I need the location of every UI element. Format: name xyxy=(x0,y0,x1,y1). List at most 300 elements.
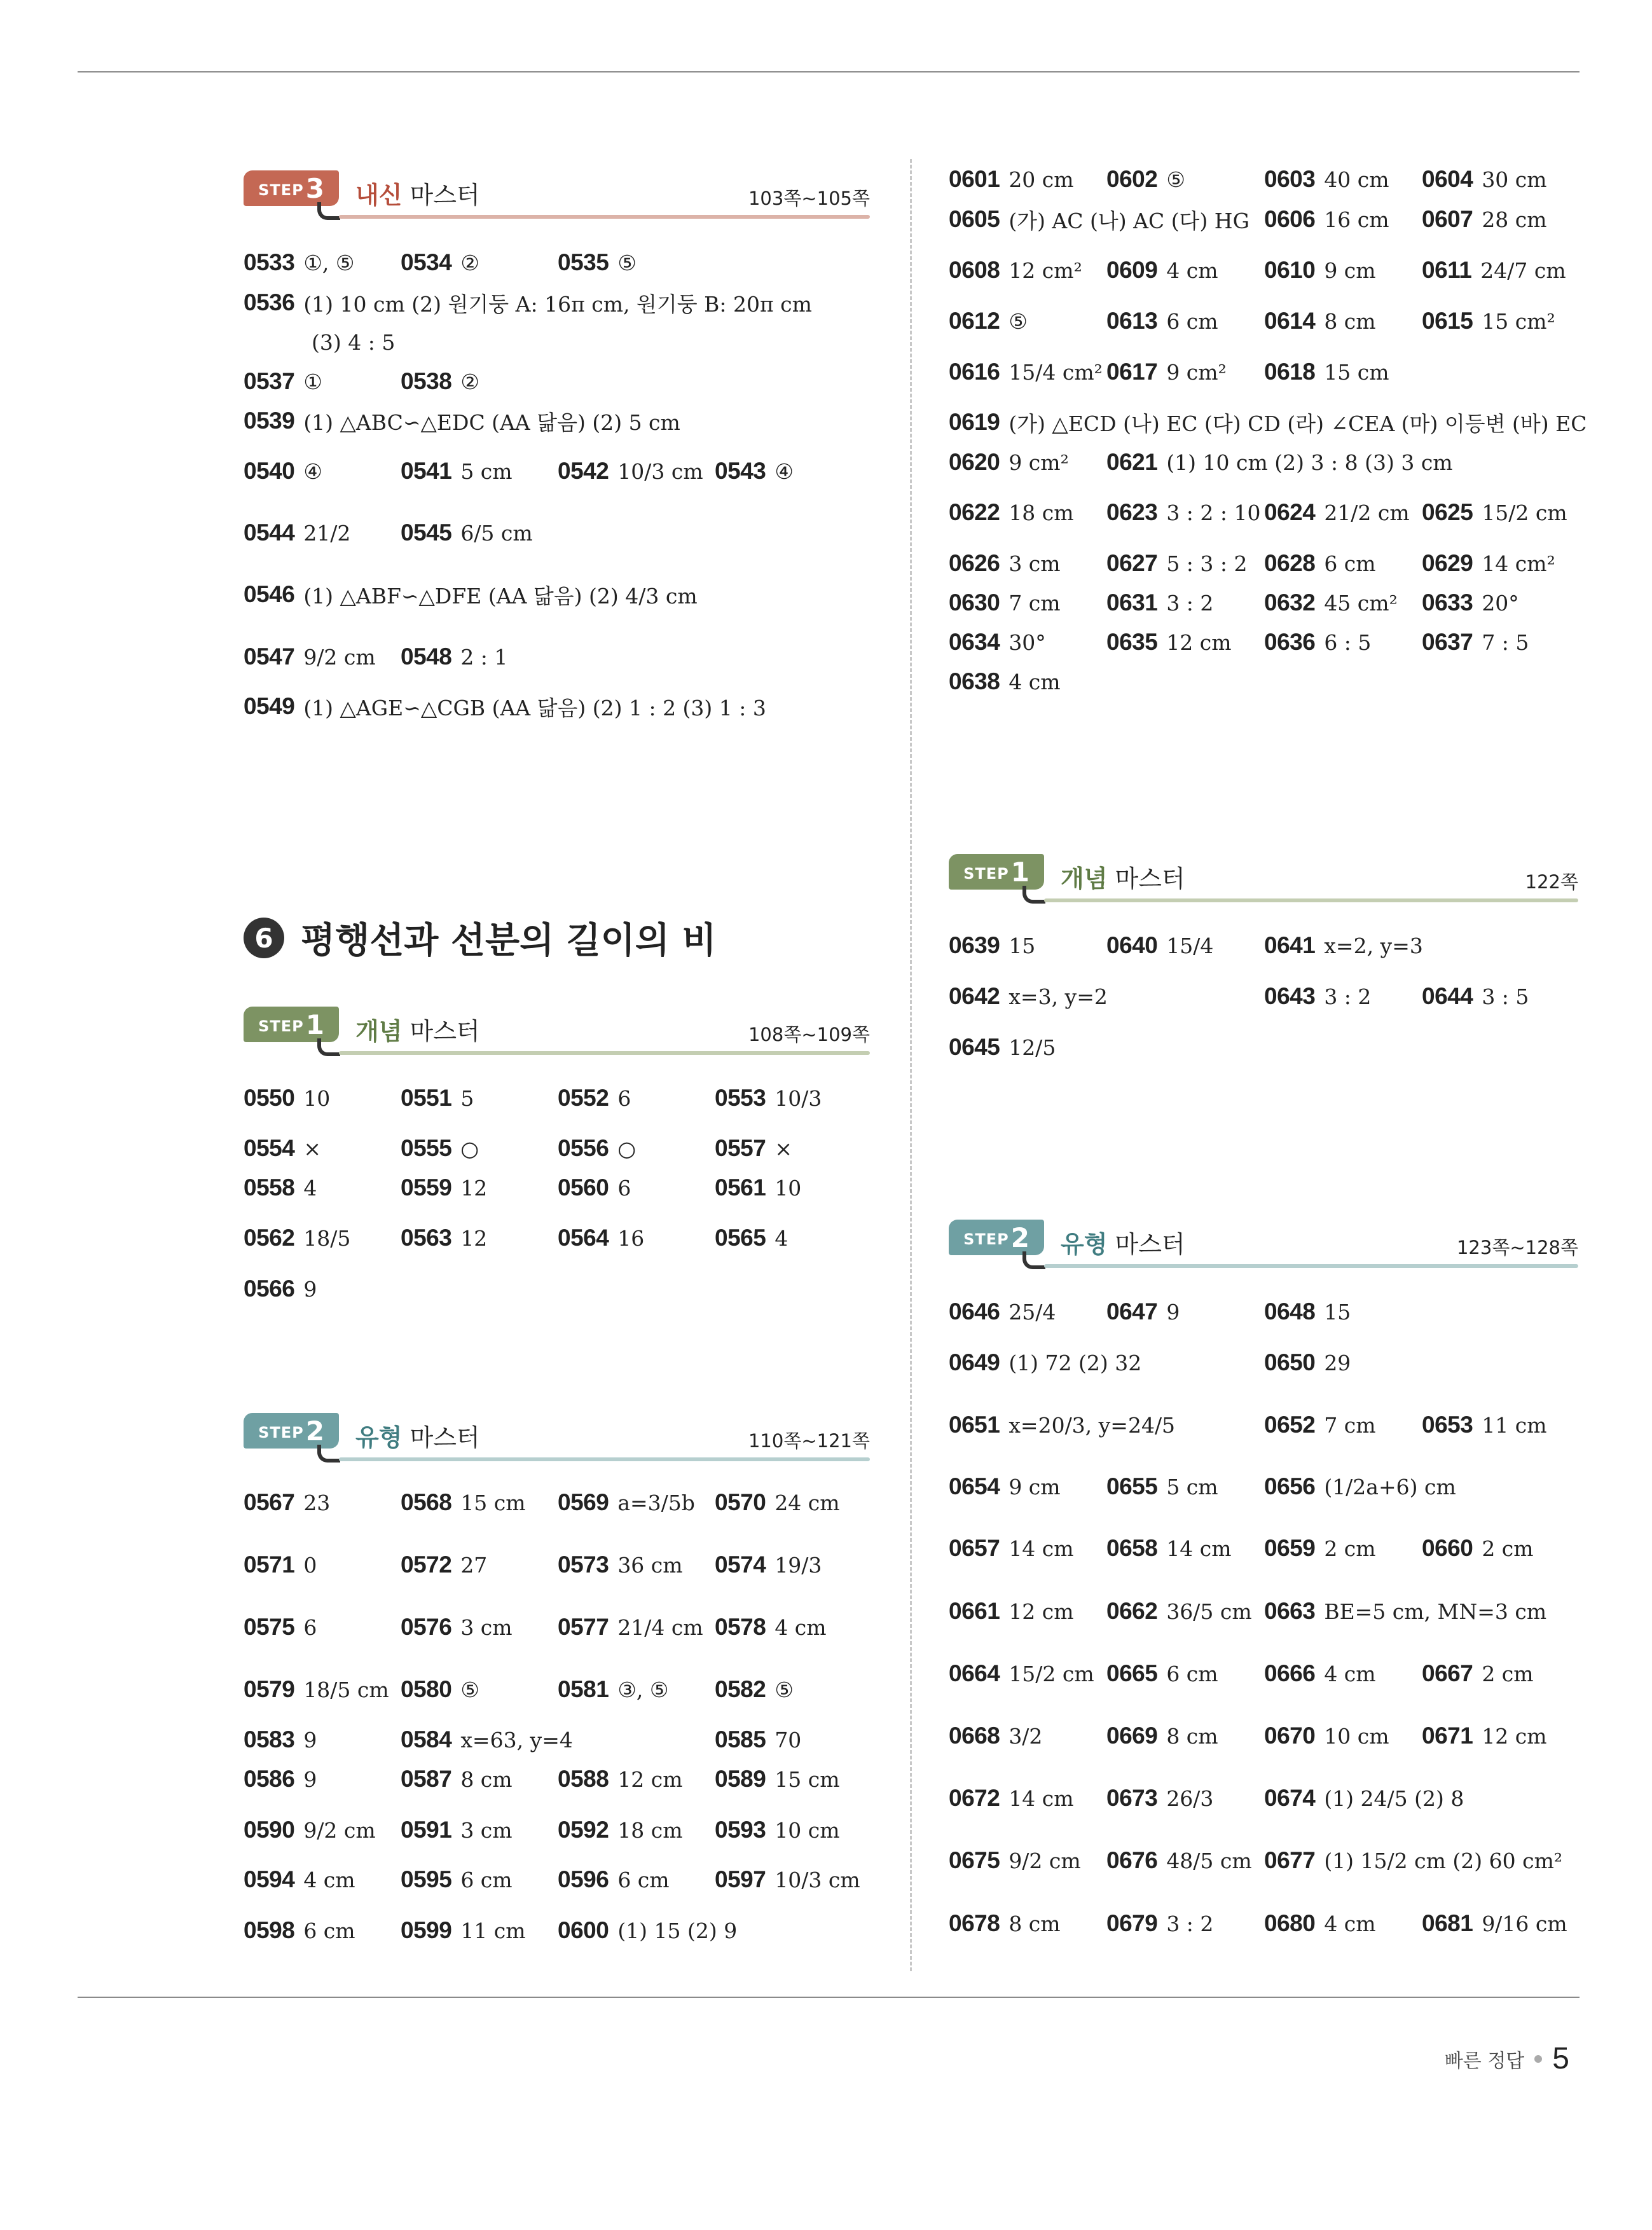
question-number: 0560 xyxy=(558,1174,609,1201)
answer-text: 4 cm xyxy=(1324,1661,1376,1686)
answer-item xyxy=(244,638,376,676)
answer-item xyxy=(715,1760,840,1798)
answer-text: 3 : 2 xyxy=(1166,590,1214,616)
answer-text: 36 cm xyxy=(617,1552,683,1578)
answer-text: (1) △AGE∽△CGB (AA 닮음) (2) 1 : 2 (3) 1 : 3 xyxy=(303,695,766,720)
answer-text: 9/16 cm xyxy=(1482,1911,1567,1936)
answer-text: ①, ⑤ xyxy=(303,250,355,275)
section-title: 개념 마스터 xyxy=(355,1017,480,1045)
answer-item xyxy=(949,544,1061,582)
answer-text: x=2, y=3 xyxy=(1324,933,1423,958)
answer-item xyxy=(401,1721,573,1759)
answer-text: BE=5 cm, MN=3 cm xyxy=(1324,1599,1547,1624)
answer-text: 6 xyxy=(303,1614,317,1640)
answer-text: (가) △ECD (나) EC (다) CD (라) ∠CEA (마) 이등변 (바) EC xyxy=(1008,411,1587,436)
question-number: 0580 xyxy=(401,1676,452,1702)
question-number: 0612 xyxy=(949,308,1000,334)
answer-text: 48/5 cm xyxy=(1166,1848,1252,1873)
answer-item xyxy=(949,1655,1094,1693)
question-number: 0552 xyxy=(558,1085,609,1111)
answer-item xyxy=(401,1483,526,1522)
answer-text: (1) △ABC∽△EDC (AA 닮음) (2) 5 cm xyxy=(303,410,680,435)
answer-text: 30° xyxy=(1008,630,1046,655)
answer-item xyxy=(303,323,395,361)
question-number: 0550 xyxy=(244,1085,295,1111)
question-number: 0676 xyxy=(1106,1847,1158,1873)
answer-item xyxy=(1106,1592,1252,1630)
answer-item xyxy=(244,1270,317,1308)
answer-text: ① xyxy=(303,369,322,394)
question-number: 0567 xyxy=(244,1489,295,1515)
answer-item xyxy=(949,584,1061,622)
answer-text: ⑤ xyxy=(774,1677,794,1702)
answer-item xyxy=(558,1219,644,1257)
answer-text: 20 cm xyxy=(1008,167,1074,192)
question-number: 0656 xyxy=(1264,1473,1316,1499)
answer-item xyxy=(244,575,698,614)
section-pages: 108쪽~109쪽 xyxy=(748,1024,870,1045)
question-number: 0536 xyxy=(244,289,295,315)
step1-header xyxy=(949,854,1578,911)
answer-item xyxy=(949,1841,1081,1880)
answer-text: 19/3 xyxy=(774,1552,822,1578)
answer-item xyxy=(1422,160,1547,198)
answer-item xyxy=(1264,977,1371,1015)
answer-text: 16 cm xyxy=(1324,207,1389,232)
answer-item xyxy=(1422,1655,1534,1693)
chapter-heading: 평행선과 선분의 길이의 비 xyxy=(301,920,717,961)
answer-item xyxy=(558,1169,631,1207)
step-badge: STEP 2 xyxy=(949,1220,1044,1255)
section-title: 개념 마스터 xyxy=(1061,865,1185,893)
answer-text: 8 cm xyxy=(1166,1723,1218,1749)
question-number: 0607 xyxy=(1422,206,1473,232)
question-number: 0571 xyxy=(244,1552,295,1578)
question-number: 0674 xyxy=(1264,1785,1316,1811)
answer-item xyxy=(244,362,322,401)
answer-text: 18 cm xyxy=(617,1817,683,1843)
question-number: 0606 xyxy=(1264,206,1316,232)
question-number: 0652 xyxy=(1264,1412,1316,1438)
answer-item xyxy=(1106,1904,1213,1943)
question-number: 0620 xyxy=(949,449,1000,475)
answer-text: 28 cm xyxy=(1482,207,1547,232)
answer-item xyxy=(244,1129,321,1167)
answer-text: 23 xyxy=(303,1490,331,1515)
answer-item xyxy=(1106,1655,1218,1693)
question-number: 0679 xyxy=(1106,1910,1158,1936)
answer-text: 9 xyxy=(303,1727,317,1752)
answer-item xyxy=(949,443,1069,481)
answer-item xyxy=(1422,302,1555,340)
question-number: 0634 xyxy=(949,629,1000,655)
answer-text: 15/4 xyxy=(1166,933,1214,958)
question-number: 0660 xyxy=(1422,1535,1473,1561)
answer-item xyxy=(1106,443,1453,481)
question-number: 0604 xyxy=(1422,166,1473,192)
answer-text: 3 cm xyxy=(1008,551,1061,576)
question-number: 0654 xyxy=(949,1473,1000,1499)
answer-text: 10 xyxy=(303,1085,331,1111)
answer-item xyxy=(1106,493,1261,532)
answer-text: 3/2 xyxy=(1008,1723,1043,1749)
answer-text: 5 xyxy=(460,1085,474,1111)
answer-item xyxy=(244,514,350,552)
answer-text: (1) 10 cm (2) 3 : 8 (3) 3 cm xyxy=(1166,450,1453,475)
answer-item xyxy=(558,1811,683,1849)
answer-text: 15 cm xyxy=(1324,359,1389,385)
section-pages: 103쪽~105쪽 xyxy=(748,188,870,209)
question-number: 0624 xyxy=(1264,499,1316,525)
answer-text: 12 cm xyxy=(617,1766,683,1792)
answer-item xyxy=(949,1028,1056,1066)
answer-item xyxy=(949,1406,1175,1444)
answer-text: x=3, y=2 xyxy=(1008,984,1108,1009)
answer-item xyxy=(401,1670,479,1709)
answer-text: 3 cm xyxy=(460,1614,513,1640)
answer-item xyxy=(1106,302,1218,340)
answer-text: 14 cm xyxy=(1008,1786,1074,1811)
answer-text: 30 cm xyxy=(1482,167,1547,192)
answer-text: (1) 10 cm (2) 원기둥 A: 16π cm, 원기둥 B: 20π cm xyxy=(303,291,812,317)
footer-label: 빠른 정답 xyxy=(1444,2049,1525,2072)
question-number: 0669 xyxy=(1106,1723,1158,1749)
question-number: 0588 xyxy=(558,1766,609,1792)
question-number: 0602 xyxy=(1106,166,1158,192)
question-number: 0553 xyxy=(715,1085,766,1111)
answer-text: 15 cm xyxy=(774,1766,840,1792)
question-number: 0594 xyxy=(244,1866,295,1892)
answer-item xyxy=(949,1529,1074,1567)
answer-item xyxy=(1106,1779,1213,1817)
answer-text: 24 cm xyxy=(774,1490,840,1515)
question-number: 0650 xyxy=(1264,1349,1316,1375)
question-number: 0600 xyxy=(558,1917,609,1943)
answer-item xyxy=(1422,1904,1567,1943)
answer-item xyxy=(1264,1904,1376,1943)
question-number: 0629 xyxy=(1422,550,1473,576)
answer-text: 15/2 cm xyxy=(1482,500,1567,525)
question-number: 0670 xyxy=(1264,1723,1316,1749)
answer-item xyxy=(244,452,322,490)
answer-text: × xyxy=(774,1136,792,1161)
question-number: 0648 xyxy=(1264,1298,1316,1325)
answer-text: 10/3 cm xyxy=(617,458,703,484)
answer-item xyxy=(401,244,479,282)
answer-text: 9 cm xyxy=(1324,258,1376,283)
question-number: 0655 xyxy=(1106,1473,1158,1499)
answer-text: 3 : 5 xyxy=(1482,984,1529,1009)
answer-item xyxy=(1264,1293,1351,1331)
answer-text: 9/2 cm xyxy=(303,644,376,670)
answer-text: (1) 72 (2) 32 xyxy=(1008,1350,1142,1375)
answer-item xyxy=(949,926,1035,965)
answer-item xyxy=(1106,160,1185,198)
answer-text: 10/3 cm xyxy=(774,1867,860,1892)
question-number: 0671 xyxy=(1422,1723,1473,1749)
answer-item xyxy=(401,514,533,552)
answer-item xyxy=(558,1079,631,1117)
question-number: 0608 xyxy=(949,257,1000,283)
answer-text: 18/5 xyxy=(303,1225,351,1251)
answer-item xyxy=(558,1546,683,1584)
answer-text: ③, ⑤ xyxy=(617,1677,669,1702)
answer-item xyxy=(949,1592,1074,1630)
answer-text: ② xyxy=(460,369,479,394)
question-number: 0618 xyxy=(1264,359,1316,385)
question-number: 0564 xyxy=(558,1225,609,1251)
question-number: 0631 xyxy=(1106,589,1158,616)
question-number: 0578 xyxy=(715,1614,766,1640)
answer-item xyxy=(1264,1592,1546,1630)
section-pages: 110쪽~121쪽 xyxy=(748,1430,870,1452)
question-number: 0573 xyxy=(558,1552,609,1578)
question-number: 0621 xyxy=(1106,449,1158,475)
question-number: 0572 xyxy=(401,1552,452,1578)
chapter-title xyxy=(244,912,717,963)
answer-item xyxy=(1264,623,1371,661)
answer-text: ② xyxy=(460,250,479,275)
answer-text: 7 : 5 xyxy=(1482,630,1529,655)
answer-item xyxy=(1264,251,1376,289)
answer-text: 7 cm xyxy=(1324,1412,1376,1438)
question-number: 0641 xyxy=(1264,932,1316,958)
question-number: 0613 xyxy=(1106,308,1158,334)
section-pages: 122쪽 xyxy=(1525,871,1578,893)
question-number: 0576 xyxy=(401,1614,452,1640)
question-number: 0664 xyxy=(949,1660,1000,1686)
question-number: 0678 xyxy=(949,1910,1000,1936)
answer-text: 9 cm² xyxy=(1008,450,1069,475)
question-number: 0616 xyxy=(949,359,1000,385)
answer-text: 3 : 2 xyxy=(1324,984,1372,1009)
answer-item xyxy=(1106,1841,1252,1880)
answer-text: 26/3 xyxy=(1166,1786,1214,1811)
answer-text: 12 cm xyxy=(1008,1599,1074,1624)
answer-item xyxy=(949,1779,1074,1817)
question-number: 0642 xyxy=(949,983,1000,1009)
question-number: 0583 xyxy=(244,1726,295,1752)
answer-item xyxy=(401,1861,513,1899)
answer-text: 4 cm xyxy=(303,1867,355,1892)
answer-item xyxy=(1106,623,1232,661)
answer-item xyxy=(558,1483,695,1522)
answer-item xyxy=(1264,302,1376,340)
answer-text: 4 xyxy=(774,1225,788,1251)
answer-text: 10/3 xyxy=(774,1085,822,1111)
question-number: 0585 xyxy=(715,1726,766,1752)
answer-text: 14 cm xyxy=(1166,1536,1232,1561)
answer-item xyxy=(715,1129,792,1167)
answer-item xyxy=(1422,977,1529,1015)
answer-text: 11 cm xyxy=(460,1918,526,1943)
step-badge: STEP 1 xyxy=(244,1007,339,1042)
question-number: 0605 xyxy=(949,206,1000,232)
answer-text: 4 cm xyxy=(774,1614,827,1640)
question-number: 0599 xyxy=(401,1917,452,1943)
question-number: 0565 xyxy=(715,1225,766,1251)
question-number: 0591 xyxy=(401,1817,452,1843)
answer-item xyxy=(244,284,812,322)
step-badge: STEP 2 xyxy=(244,1413,339,1449)
question-number: 0645 xyxy=(949,1034,1000,1060)
answer-text: 5 cm xyxy=(460,458,513,484)
answer-item xyxy=(401,638,507,676)
answer-item xyxy=(949,160,1074,198)
answer-item xyxy=(1264,493,1410,532)
answer-text: ○ xyxy=(460,1136,479,1161)
question-number: 0586 xyxy=(244,1766,295,1792)
answer-text: 16 xyxy=(617,1225,645,1251)
question-number: 0653 xyxy=(1422,1412,1473,1438)
answer-item xyxy=(401,452,513,490)
answer-text: 15/2 cm xyxy=(1008,1661,1094,1686)
question-number: 0559 xyxy=(401,1174,452,1201)
question-number: 0659 xyxy=(1264,1535,1316,1561)
answer-text: 6 cm xyxy=(460,1867,513,1892)
answer-text: 12 cm² xyxy=(1008,258,1082,283)
answer-text: 11 cm xyxy=(1482,1412,1547,1438)
answer-item xyxy=(244,687,766,726)
question-number: 0661 xyxy=(949,1598,1000,1624)
answer-item xyxy=(949,623,1046,661)
answer-item xyxy=(1422,1717,1547,1755)
question-number: 0545 xyxy=(401,520,452,546)
question-number: 0646 xyxy=(949,1298,1000,1325)
answer-item xyxy=(1106,1529,1232,1567)
answer-text: x=63, y=4 xyxy=(460,1727,573,1752)
answer-item xyxy=(949,1344,1141,1382)
answer-item xyxy=(244,1811,376,1849)
answer-text: 6 cm xyxy=(1166,1661,1218,1686)
question-number: 0555 xyxy=(401,1135,452,1161)
question-number: 0619 xyxy=(949,409,1000,435)
question-number: 0681 xyxy=(1422,1910,1473,1936)
question-number: 0611 xyxy=(1422,257,1472,283)
answer-text: 8 cm xyxy=(1324,308,1376,334)
answer-text: ○ xyxy=(617,1136,637,1161)
question-number: 0561 xyxy=(715,1174,766,1201)
question-number: 0609 xyxy=(1106,257,1158,283)
question-number: 0623 xyxy=(1106,499,1158,525)
answer-item xyxy=(949,977,1108,1015)
answer-item xyxy=(558,1911,737,1950)
question-number: 0534 xyxy=(401,249,452,275)
step-badge: STEP 3 xyxy=(244,170,339,206)
answer-item xyxy=(1422,623,1529,661)
answer-item xyxy=(949,302,1028,340)
question-number: 0614 xyxy=(1264,308,1316,334)
question-number: 0667 xyxy=(1422,1660,1473,1686)
answer-text: 9 xyxy=(1166,1299,1180,1325)
answer-text: 9 cm² xyxy=(1166,359,1227,385)
answer-text: 4 xyxy=(303,1175,317,1201)
question-number: 0596 xyxy=(558,1866,609,1892)
question-number: 0537 xyxy=(244,368,295,394)
answer-text: (3) 4 : 5 xyxy=(312,329,396,355)
step1-header xyxy=(244,1007,870,1064)
answer-text: ④ xyxy=(774,458,794,484)
step-badge: STEP 1 xyxy=(949,854,1044,890)
answer-text: (1) 15 (2) 9 xyxy=(617,1918,738,1943)
answer-item xyxy=(244,1721,317,1759)
answer-text: 10 cm xyxy=(1324,1723,1389,1749)
question-number: 0598 xyxy=(244,1917,295,1943)
step2-header xyxy=(244,1413,870,1470)
answer-text: 6 cm xyxy=(1166,308,1218,334)
answer-text: 18 cm xyxy=(1008,500,1074,525)
chapter-number: 6 xyxy=(244,918,284,958)
answer-item xyxy=(401,1129,479,1167)
question-number: 0563 xyxy=(401,1225,452,1251)
question-number: 0665 xyxy=(1106,1660,1158,1686)
answer-text: 2 cm xyxy=(1482,1661,1534,1686)
answer-text: 3 : 2 : 10 xyxy=(1166,500,1261,525)
question-number: 0592 xyxy=(558,1817,609,1843)
answer-item xyxy=(1422,584,1519,622)
question-number: 0540 xyxy=(244,458,295,484)
answer-text: (1) 24/5 (2) 8 xyxy=(1324,1786,1464,1811)
answer-text: (1/2a+6) cm xyxy=(1324,1474,1456,1499)
page-footer xyxy=(1445,2041,1569,2076)
bottom-rule xyxy=(78,1997,1580,1998)
question-number: 0597 xyxy=(715,1866,766,1892)
answer-item xyxy=(244,1670,389,1709)
question-number: 0640 xyxy=(1106,932,1158,958)
answer-item xyxy=(401,1811,513,1849)
answer-text: ⑤ xyxy=(460,1677,479,1702)
answer-text: 5 : 3 : 2 xyxy=(1166,551,1248,576)
answer-item xyxy=(558,244,637,282)
answer-item xyxy=(715,1721,801,1759)
answer-text: 12 xyxy=(460,1175,488,1201)
answer-item xyxy=(1422,251,1566,289)
answer-item xyxy=(401,362,479,401)
question-number: 0677 xyxy=(1264,1847,1316,1873)
answer-text: (가) AC (나) AC (다) HG xyxy=(1008,208,1249,233)
answer-item xyxy=(1422,544,1555,582)
answer-text: 9 xyxy=(303,1766,317,1792)
question-number: 0633 xyxy=(1422,589,1473,616)
answer-text: 7 cm xyxy=(1008,590,1061,616)
question-number: 0542 xyxy=(558,458,609,484)
question-number: 0541 xyxy=(401,458,452,484)
answer-item xyxy=(1264,1779,1464,1817)
answer-text: 3 : 2 xyxy=(1166,1911,1214,1936)
answer-text: 6 cm xyxy=(303,1918,355,1943)
answer-text: 6 cm xyxy=(617,1867,670,1892)
answer-text: (1) △ABF∽△DFE (AA 닮음) (2) 4/3 cm xyxy=(303,583,698,609)
question-number: 0637 xyxy=(1422,629,1473,655)
answer-text: 8 cm xyxy=(1008,1911,1061,1936)
answer-item xyxy=(1106,1717,1218,1755)
question-number: 0556 xyxy=(558,1135,609,1161)
answer-item xyxy=(558,1129,636,1167)
answer-text: × xyxy=(303,1136,321,1161)
answer-text: 12 xyxy=(460,1225,488,1251)
answer-text: 4 cm xyxy=(1324,1911,1376,1936)
question-number: 0551 xyxy=(401,1085,452,1111)
answer-text: 21/2 xyxy=(303,520,351,546)
question-number: 0554 xyxy=(244,1135,295,1161)
answer-text: 6 cm xyxy=(1324,551,1376,576)
answer-item xyxy=(715,1483,840,1522)
answer-text: 8 cm xyxy=(460,1766,513,1792)
answer-item xyxy=(949,493,1074,532)
answer-text: 6/5 cm xyxy=(460,520,533,546)
answer-text: x=20/3, y=24/5 xyxy=(1008,1412,1176,1438)
answer-item xyxy=(244,1483,330,1522)
